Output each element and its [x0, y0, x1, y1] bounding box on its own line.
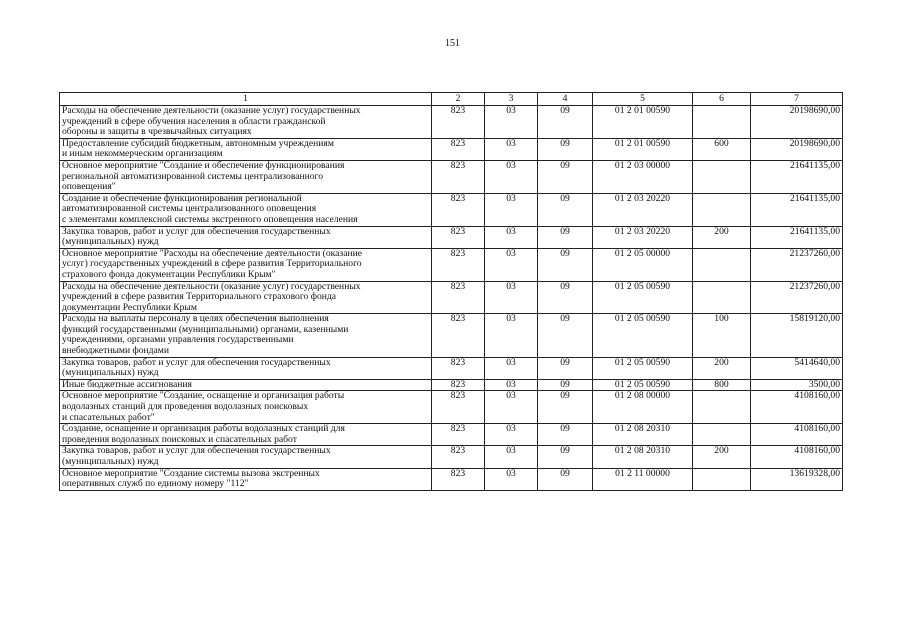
row-name: Расходы на обеспечение деятельности (оказание услуг) государственных учреждений в сфере обучения населения в области гражданской обороны и защиты в чрезвычайных ситуациях [60, 106, 432, 139]
row-target-code: 01 2 05 00590 [593, 357, 693, 379]
row-expense-type-code [693, 424, 751, 446]
row-expense-type-code [693, 281, 751, 314]
row-expense-type-code: 200 [693, 446, 751, 468]
row-subchapter-code: 09 [538, 106, 593, 139]
table-row [60, 106, 843, 139]
row-subchapter-code: 09 [538, 424, 593, 446]
row-amount: 15819120,00 [751, 314, 843, 357]
header-col-7: 7 [751, 93, 843, 106]
row-expense-type-code: 600 [693, 138, 751, 160]
row-amount: 4108160,00 [751, 446, 843, 468]
row-chapter-code: 03 [485, 248, 538, 281]
row-amount: 5414640,00 [751, 357, 843, 379]
row-section-code: 823 [432, 106, 485, 139]
row-name: Закупка товаров, работ и услуг для обеспечения государственных (муниципальных) нужд [60, 226, 432, 248]
table-row [60, 424, 843, 446]
row-amount: 4108160,00 [751, 391, 843, 424]
row-target-code: 01 2 03 20220 [593, 226, 693, 248]
header-col-4: 4 [538, 93, 593, 106]
row-amount: 21237260,00 [751, 281, 843, 314]
row-section-code: 823 [432, 424, 485, 446]
row-amount: 21237260,00 [751, 248, 843, 281]
row-expense-type-code [693, 391, 751, 424]
table-row [60, 468, 843, 490]
row-subchapter-code: 09 [538, 446, 593, 468]
row-target-code: 01 2 08 20310 [593, 446, 693, 468]
table-row [60, 138, 843, 160]
table-row [60, 357, 843, 379]
row-chapter-code: 03 [485, 379, 538, 391]
row-chapter-code: 03 [485, 446, 538, 468]
header-col-2: 2 [432, 93, 485, 106]
row-chapter-code: 03 [485, 138, 538, 160]
row-subchapter-code: 09 [538, 379, 593, 391]
row-subchapter-code: 09 [538, 226, 593, 248]
row-chapter-code: 03 [485, 357, 538, 379]
row-amount: 21641135,00 [751, 160, 843, 193]
row-name: Предоставление субсидий бюджетным, автономным учреждениям и иным некоммерческим организациям [60, 138, 432, 160]
row-subchapter-code: 09 [538, 248, 593, 281]
row-subchapter-code: 09 [538, 138, 593, 160]
row-chapter-code: 03 [485, 468, 538, 490]
row-chapter-code: 03 [485, 391, 538, 424]
row-target-code: 01 2 08 20310 [593, 424, 693, 446]
row-name: Иные бюджетные ассигнования [60, 379, 432, 391]
header-col-3: 3 [485, 93, 538, 106]
row-chapter-code: 03 [485, 314, 538, 357]
row-subchapter-code: 09 [538, 314, 593, 357]
header-col-6: 6 [693, 93, 751, 106]
row-section-code: 823 [432, 281, 485, 314]
row-target-code: 01 2 05 00590 [593, 281, 693, 314]
row-expense-type-code: 100 [693, 314, 751, 357]
row-expense-type-code [693, 468, 751, 490]
table-row [60, 193, 843, 226]
row-section-code: 823 [432, 248, 485, 281]
table-row [60, 446, 843, 468]
table-row [60, 248, 843, 281]
table-row [60, 281, 843, 314]
row-target-code: 01 2 01 00590 [593, 106, 693, 139]
row-chapter-code: 03 [485, 160, 538, 193]
row-chapter-code: 03 [485, 193, 538, 226]
row-amount: 13619328,00 [751, 468, 843, 490]
row-expense-type-code: 200 [693, 226, 751, 248]
row-section-code: 823 [432, 138, 485, 160]
row-name: Создание и обеспечение функционирования региональной автоматизированной системы централизованного оповещения с элементами комплексной системы экстренного оповещения населения [60, 193, 432, 226]
row-expense-type-code: 200 [693, 357, 751, 379]
header-row [60, 93, 843, 106]
row-chapter-code: 03 [485, 106, 538, 139]
header-col-5: 5 [593, 93, 693, 106]
row-subchapter-code: 09 [538, 391, 593, 424]
row-subchapter-code: 09 [538, 357, 593, 379]
row-amount: 21641135,00 [751, 226, 843, 248]
row-amount: 20198690,00 [751, 106, 843, 139]
row-section-code: 823 [432, 391, 485, 424]
table-row [60, 379, 843, 391]
table-row [60, 226, 843, 248]
row-subchapter-code: 09 [538, 281, 593, 314]
row-subchapter-code: 09 [538, 468, 593, 490]
row-subchapter-code: 09 [538, 193, 593, 226]
row-section-code: 823 [432, 314, 485, 357]
row-section-code: 823 [432, 468, 485, 490]
row-name: Расходы на обеспечение деятельности (оказание услуг) государственных учреждений в сфере развития Территориального страхового фонда документации Республики Крым [60, 281, 432, 314]
row-target-code: 01 2 03 00000 [593, 160, 693, 193]
row-section-code: 823 [432, 226, 485, 248]
row-section-code: 823 [432, 357, 485, 379]
row-expense-type-code [693, 193, 751, 226]
row-target-code: 01 2 08 00000 [593, 391, 693, 424]
row-subchapter-code: 09 [538, 160, 593, 193]
table-row [60, 314, 843, 357]
row-amount: 20198690,00 [751, 138, 843, 160]
row-name: Закупка товаров, работ и услуг для обеспечения государственных (муниципальных) нужд [60, 357, 432, 379]
row-chapter-code: 03 [485, 424, 538, 446]
row-name: Расходы на выплаты персоналу в целях обеспечения выполнения функций государственными (муниципальными) органами, казенными учреждениями, органами управления государственными внебюджетными фондами [60, 314, 432, 357]
row-expense-type-code [693, 248, 751, 281]
row-expense-type-code: 800 [693, 379, 751, 391]
table-row [60, 160, 843, 193]
row-target-code: 01 2 05 00000 [593, 248, 693, 281]
row-target-code: 01 2 01 00590 [593, 138, 693, 160]
row-target-code: 01 2 05 00590 [593, 314, 693, 357]
row-amount: 21641135,00 [751, 193, 843, 226]
row-amount: 3500,00 [751, 379, 843, 391]
row-section-code: 823 [432, 446, 485, 468]
row-name: Основное мероприятие "Создание системы вызова экстренных оперативных служб по единому номеру "112" [60, 468, 432, 490]
row-amount: 4108160,00 [751, 424, 843, 446]
row-target-code: 01 2 11 00000 [593, 468, 693, 490]
row-name: Основное мероприятие "Расходы на обеспечение деятельности (оказание услуг) государственных учреждений в сфере развития Территориального страхового фонда документации Республики Крым" [60, 248, 432, 281]
row-target-code: 01 2 05 00590 [593, 379, 693, 391]
row-expense-type-code [693, 106, 751, 139]
row-name: Основное мероприятие "Создание и обеспечение функционирования региональной автоматизированной системы централизованного оповещения" [60, 160, 432, 193]
row-name: Закупка товаров, работ и услуг для обеспечения государственных (муниципальных) нужд [60, 446, 432, 468]
row-target-code: 01 2 03 20220 [593, 193, 693, 226]
row-section-code: 823 [432, 193, 485, 226]
page-number: 151 [445, 38, 460, 49]
header-col-1: 1 [60, 93, 432, 106]
row-expense-type-code [693, 160, 751, 193]
budget-table [59, 92, 843, 491]
row-section-code: 823 [432, 379, 485, 391]
row-chapter-code: 03 [485, 226, 538, 248]
row-name: Основное мероприятие "Создание, оснащение и организация работы водолазных станций для проведения водолазных поисковых и спасательных работ" [60, 391, 432, 424]
row-section-code: 823 [432, 160, 485, 193]
table-row [60, 391, 843, 424]
row-chapter-code: 03 [485, 281, 538, 314]
row-name: Создание, оснащение и организация работы водолазных станций для проведения водолазных поисковых и спасательных работ [60, 424, 432, 446]
